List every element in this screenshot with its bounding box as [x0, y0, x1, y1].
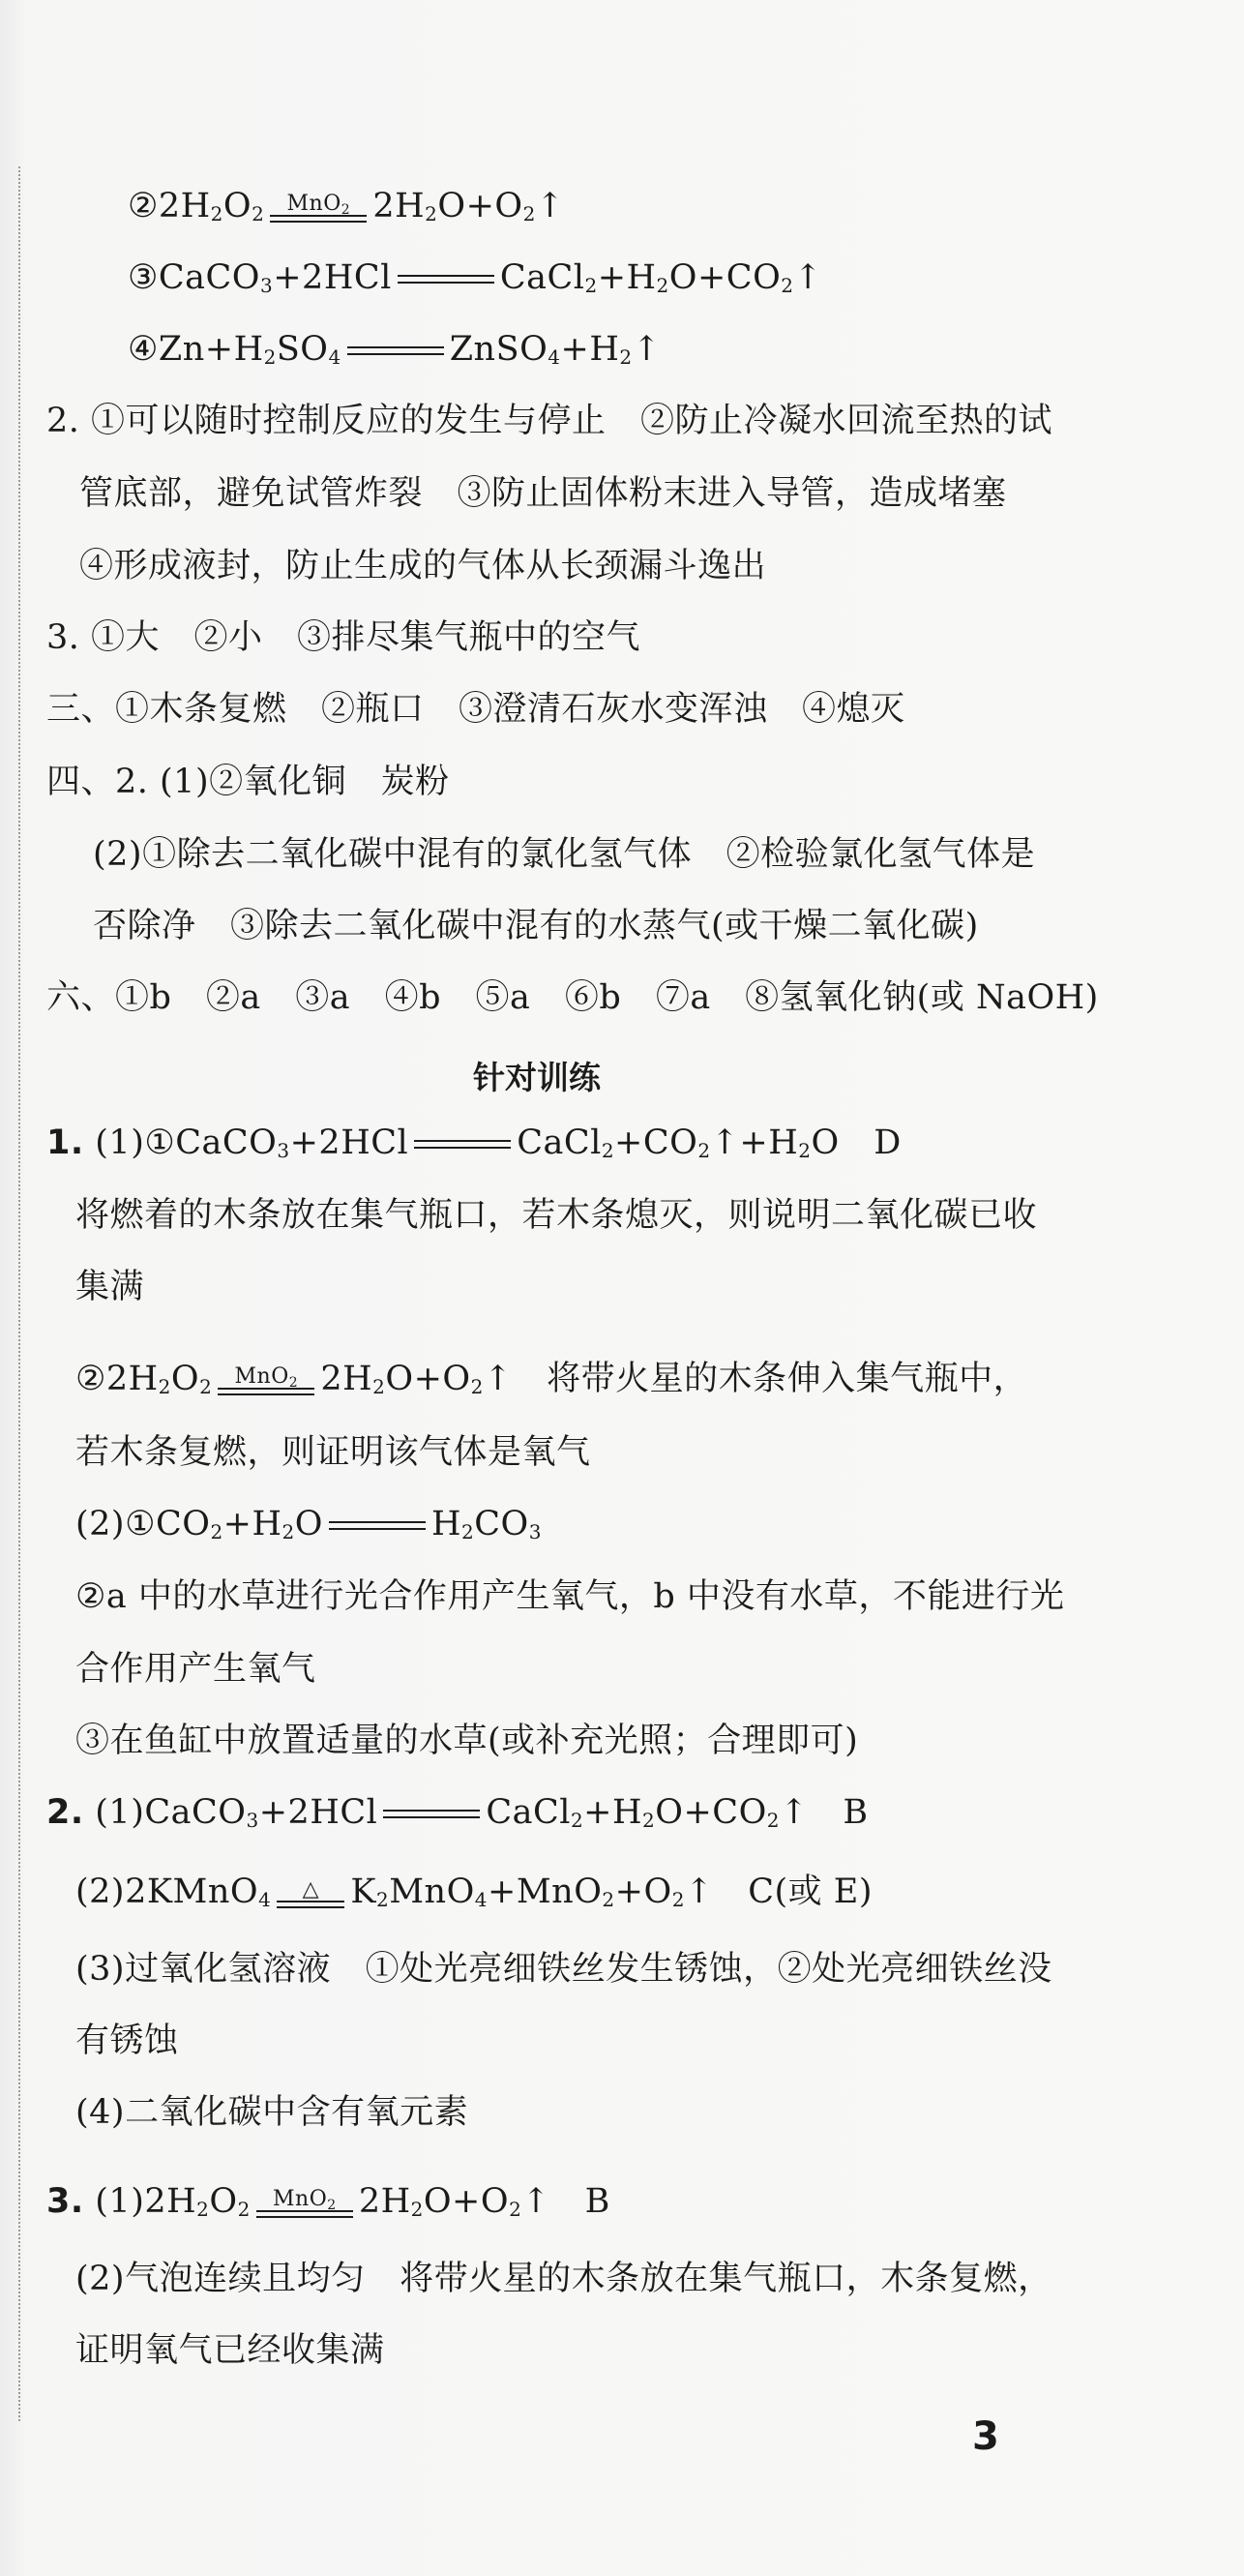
answer-line: 三、①木条复燃 ②瓶口 ③澄清石灰水变浑浊 ④熄灭: [46, 690, 905, 729]
answer-line: 否除净 ③除去二氧化碳中混有的水蒸气(或干燥二氧化碳): [93, 907, 979, 945]
equation-line: $②2H_2O_2$ MnO$_2$ $2H_2O+O_2↑$: [128, 187, 565, 225]
training-line: $②2H_2O_2$ MnO$_2$ $2H_2O+O_2↑$ 将带火星的木条伸入集气瓶中，: [75, 1360, 1028, 1398]
answer-line: ④形成液封，防止生成的气体从长颈漏斗逸出: [79, 547, 767, 585]
training-line: 集满: [75, 1268, 145, 1306]
training-line: 合作用产生氧气: [75, 1650, 316, 1689]
training-line: ②a 中的水草进行光合作用产生氧气，b 中没有水草，不能进行光: [75, 1577, 1065, 1616]
training-line: $(2)①CO_2+H_2O$ $H_2CO_3$: [75, 1505, 542, 1543]
answer-line: 2. ①可以随时控制反应的发生与停止 ②防止冷凝水回流至热的试: [46, 402, 1053, 440]
answer-line: 3. ①大 ②小 ③排尽集气瓶中的空气: [46, 618, 641, 657]
training-line: 有锈蚀: [75, 2022, 179, 2060]
training-line: 2. (1)CaCO$_3$+2HCl $CaCl_2+H_2O+CO_2↑$ B: [46, 1793, 869, 1832]
training-line: (3)过氧化氢溶液 ①处光亮细铁丝发生锈蚀，②处光亮细铁丝没: [75, 1950, 1052, 1989]
training-line: 3. $(1)2H_2O_2$ MnO$_2$ $2H_2O+O_2↑$ B: [46, 2182, 610, 2221]
answer-line: 六、①b ②a ③a ④b ⑤a ⑥b ⑦a ⑧氢氧化钠(或 NaOH): [46, 978, 1099, 1017]
training-line: 将燃着的木条放在集气瓶口，若木条熄灭，则说明二氧化碳已收: [75, 1196, 1038, 1235]
training-line: 1. (1)①CaCO$_3$+2HCl $CaCl_2+CO_2↑+H_2O$ D: [46, 1123, 902, 1162]
training-line: ③在鱼缸中放置适量的水草(或补充光照；合理即可): [75, 1722, 859, 1760]
training-line: (4)二氧化碳中含有氧元素: [75, 2093, 469, 2132]
training-line: 若木条复燃，则证明该气体是氧气: [75, 1433, 591, 1472]
page-number: 3: [972, 2414, 999, 2459]
training-line: 证明氧气已经收集满: [75, 2331, 385, 2370]
training-line: (2)气泡连续且均匀 将带火星的木条放在集气瓶口，木条复燃，: [75, 2260, 1052, 2298]
binding-dotted-line: [18, 166, 20, 2421]
section-heading: 针对训练: [473, 1059, 601, 1096]
training-line: (2)2KMnO$_4$ △ $K_2MnO_4+MnO_2+O_2↑$ C(或 E): [75, 1872, 874, 1911]
answer-line: 管底部，避免试管炸裂 ③防止固体粉末进入导管，造成堵塞: [79, 474, 1007, 513]
answer-line: (2)①除去二氧化碳中混有的氯化氢气体 ②检验氯化氢气体是: [93, 835, 1036, 874]
equation-line: ③CaCO$_3$+2HCl $CaCl_2+H_2O+CO_2↑$: [128, 258, 823, 297]
answer-line: 四、2. (1)②氧化铜 炭粉: [46, 763, 450, 801]
equation-line: $④Zn+H_2SO_4$ $ZnSO_4+H_2↑$: [128, 330, 662, 369]
